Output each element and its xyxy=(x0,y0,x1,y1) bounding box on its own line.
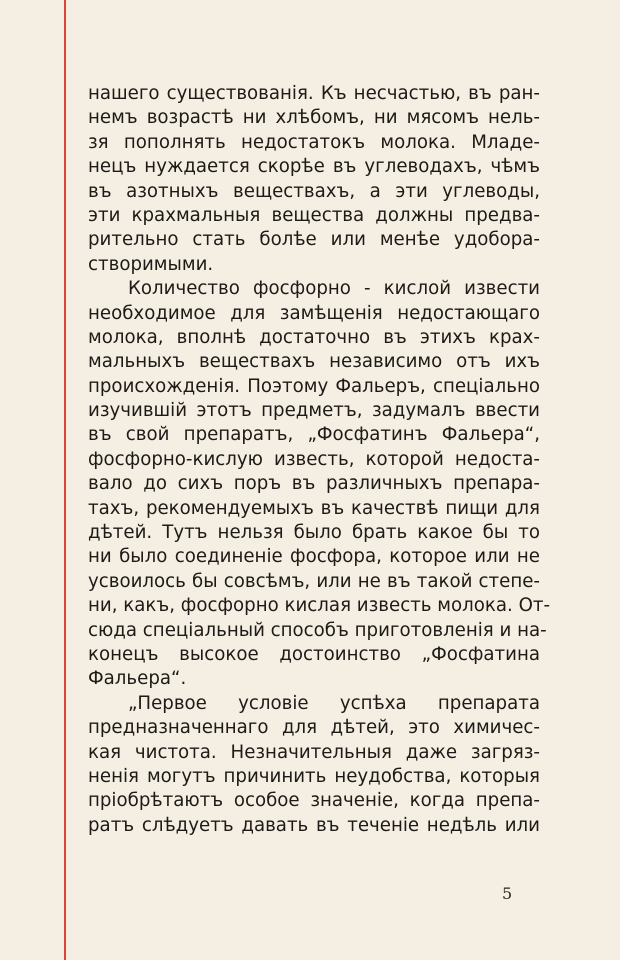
text-line: въ свой препаратъ, „Фосфатинъ Фальера“, xyxy=(88,424,540,446)
text-line: сюда спеціальный способъ приготовленія и на- xyxy=(88,619,547,641)
text-line: ратъ слѣдуетъ давать въ теченіе недѣль или xyxy=(88,814,540,836)
text-line: створимыми. xyxy=(88,253,214,275)
text-line: усвоилось бы совсѣмъ, или не въ такой степе- xyxy=(88,570,540,592)
text-line: мальныхъ веществахъ независимо отъ ихъ xyxy=(88,351,540,373)
text-line: происхожденія. Поэтому Фальеръ, спеціально xyxy=(88,375,540,397)
text-line: ни, какъ, фосфорно кислая известь молока. От- xyxy=(88,595,551,617)
text-line: эти крахмальныя вещества должны предва- xyxy=(88,204,540,226)
text-line: нашего существованія. Къ несчастью, въ ран- xyxy=(88,83,540,104)
text-line: Количество фосфорно - кислой извести xyxy=(128,278,540,300)
text-line: пріобрѣтаютъ особое значеніе, когда препа- xyxy=(88,790,540,812)
text-line: рительно стать болѣе или менѣе удобора- xyxy=(88,229,540,251)
text-line: немъ возрастѣ ни хлѣбомъ, ни мясомъ нель- xyxy=(88,107,540,129)
body-text xyxy=(88,82,551,838)
text-line: „Первое условіе успѣха препарата xyxy=(128,692,540,714)
text-line: дѣтей. Тутъ нельзя было брать какое бы то xyxy=(88,522,540,544)
text-line: нецъ нуждается скорѣе въ углеводахъ, чѣмъ xyxy=(88,156,540,178)
text-line: тахъ, рекомендуемыхъ въ качествѣ пищи для xyxy=(88,497,540,519)
text-line: зя пополнять недостатокъ молока. Младе- xyxy=(88,131,540,153)
text-line: Фальера“. xyxy=(88,668,187,690)
text-line: фосфорно-кислую известь, которой недоста- xyxy=(88,448,540,470)
text-line: ни было соединеніе фосфора, которое или не xyxy=(88,546,540,568)
text-line: изучившій этотъ предметъ, задумалъ ввести xyxy=(88,400,540,422)
margin-rule xyxy=(64,0,66,960)
text-line: въ азотныхъ веществахъ, а эти углеводы, xyxy=(88,180,540,202)
text-line: вало до сихъ поръ въ различныхъ препара- xyxy=(88,473,540,495)
text-line: конецъ высокое достоинство „Фосфатина xyxy=(88,643,540,665)
text-line: ненія могутъ причинить неудобства, которыя xyxy=(88,765,540,787)
text-line: предназначеннаго для дѣтей, это химичес- xyxy=(88,717,540,739)
text-line: кая чистота. Незначительныя даже загряз- xyxy=(88,741,540,763)
text-line: необходимое для замѣщенія недостающаго xyxy=(88,302,540,324)
text-line: молока, вполнѣ достаточно въ этихъ крах- xyxy=(88,326,540,348)
page-number: 5 xyxy=(502,884,513,903)
